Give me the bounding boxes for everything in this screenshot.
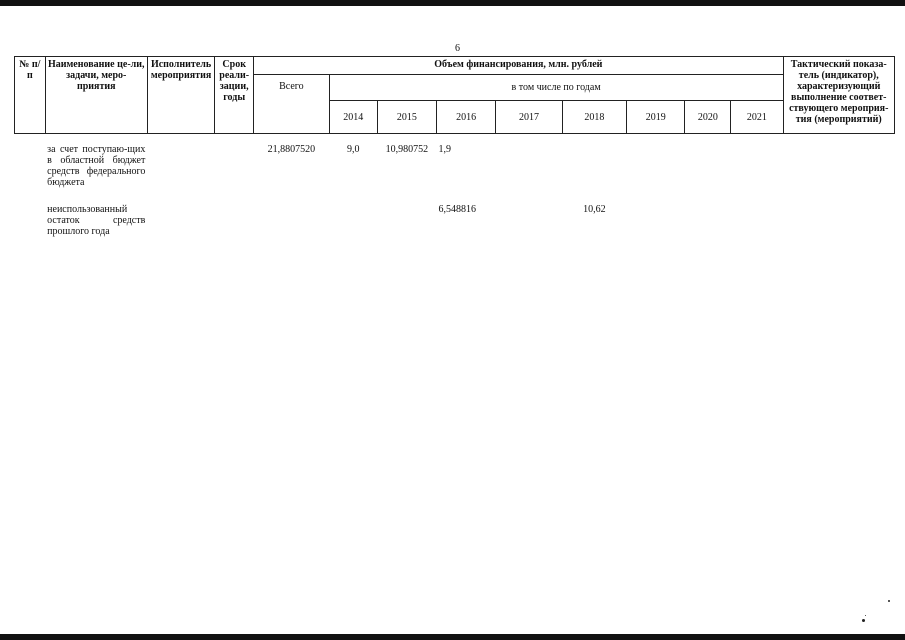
- header-year-2020: 2020: [685, 101, 731, 134]
- header-number: № п/п: [15, 57, 46, 134]
- header-year-2021: 2021: [731, 101, 783, 134]
- cell-2015: 10,980752: [385, 144, 429, 155]
- header-year-2018: 2018: [562, 101, 626, 134]
- scan-speck: [865, 615, 866, 616]
- cell-total: [254, 204, 330, 244]
- table-row: [15, 204, 895, 244]
- row-description: неиспользованный остаток средств прошлого года: [47, 204, 146, 237]
- header-period: Срок реали-зации, годы: [215, 57, 254, 134]
- scan-speck: [888, 600, 890, 602]
- header-year-2015: 2015: [377, 101, 436, 134]
- cell-2018: 10,62: [583, 204, 606, 215]
- cell-2017: [496, 204, 562, 244]
- scan-top-border: [0, 0, 905, 6]
- header-year-2016: 2016: [437, 101, 496, 134]
- cell-2016: 1,9: [438, 144, 452, 155]
- cell-2014: 9,0: [346, 144, 360, 155]
- row-description: за счет поступаю-щих в областной бюджет средств федерального бюджета: [47, 144, 146, 188]
- table-row: [15, 144, 895, 204]
- cell-total: 21,8807520: [267, 144, 316, 155]
- header-year-2019: 2019: [627, 101, 685, 134]
- cell-2018: [562, 144, 626, 204]
- header-total: Всего: [254, 75, 330, 134]
- header-indicator: Тактический показа-тель (индикатор), характеризующий выполнение соответ-ствующего мероприя-тия (мероприятий): [783, 57, 894, 134]
- cell-2017: [496, 144, 562, 204]
- page-number: 6: [455, 43, 460, 54]
- scan-bottom-border: [0, 634, 905, 640]
- cell-2014: [329, 204, 377, 244]
- cell-2016: 6,548816: [438, 204, 477, 215]
- cell-2015: [377, 204, 436, 244]
- header-year-2014: 2014: [329, 101, 377, 134]
- header-name: Наименование це-ли, задачи, меро-приятия: [45, 57, 147, 134]
- scan-speck: [862, 619, 865, 622]
- header-year-2017: 2017: [496, 101, 562, 134]
- header-by-years: в том числе по годам: [329, 75, 783, 101]
- header-executor: Исполнитель мероприятия: [147, 57, 214, 134]
- funding-table: [14, 56, 895, 244]
- header-funding: Объем финансирования, млн. рублей: [254, 57, 783, 75]
